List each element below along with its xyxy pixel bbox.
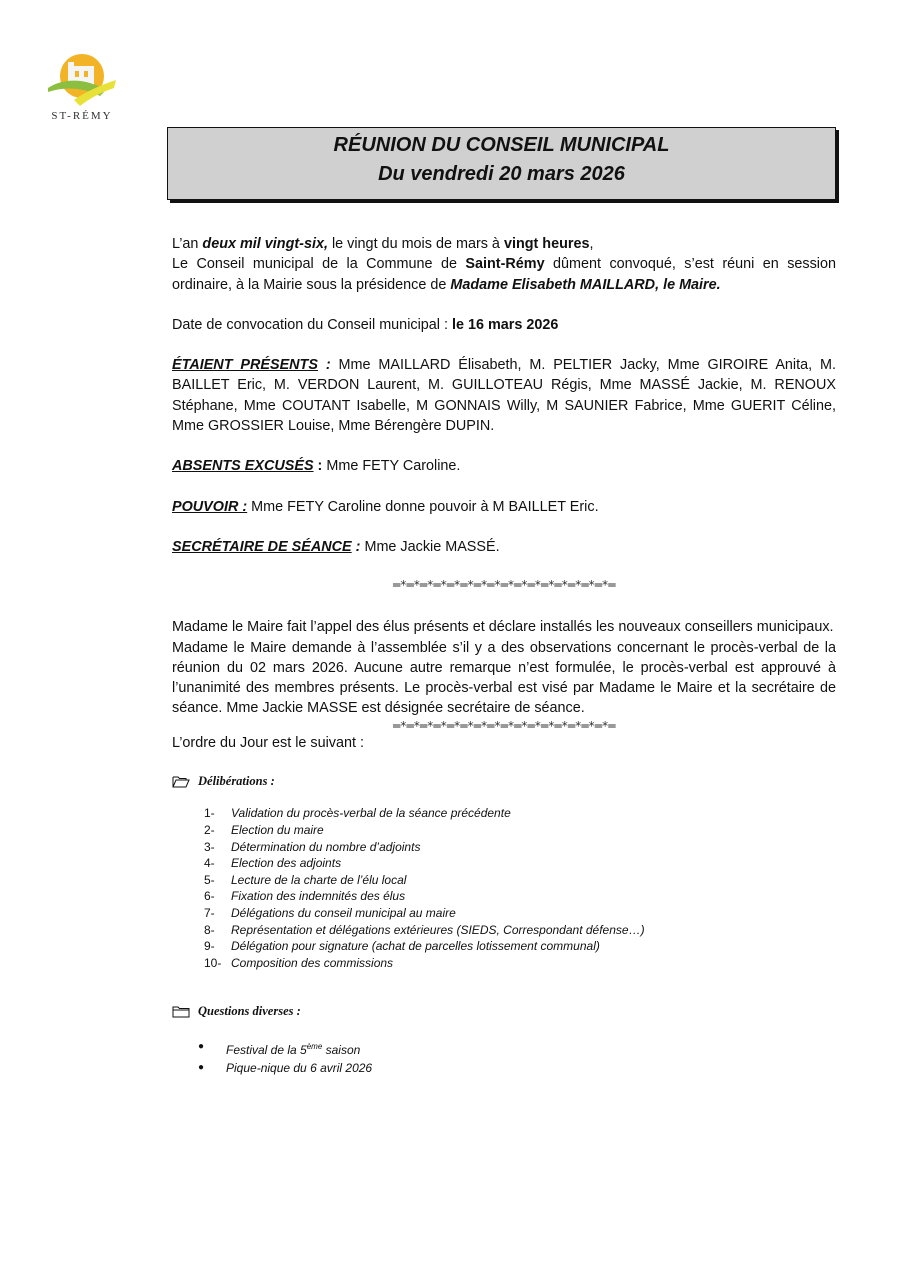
agenda-item-text: Fixation des indemnités des élus [231,889,406,904]
title-line-1: RÉUNION DU CONSEIL MUNICIPAL [333,134,670,156]
agenda-item-text: Délégations du conseil municipal au maire [231,905,456,920]
agenda-item-number: 1- [204,806,215,821]
agenda-item [204,938,836,955]
agenda-item-text: Détermination du nombre d’adjoints [231,839,421,854]
logo-emblem [44,50,120,110]
body-paragraph-1: Madame le Maire fait l’appel des élus présents et déclare installés les nouveaux conseillers municipaux. [172,619,834,636]
question-item-2: ● Pique-nique du 6 avril 2026 [172,1059,836,1077]
agenda-list [172,805,836,971]
body-paragraph-2: Madame le Maire demande à l’assemblée s’il y a des observations concernant le procès-verbal de la réunion du 02 mars 2026. Aucune autre remarque n’est formulée, le procès-verbal est approuvé à l’unanimité des membres présents. Le procès-verbal est visé par Madame le Maire et la secrétaire de séance. Mme Jackie MASSE est désignée secrétaire de séance. [172,639,836,717]
ordre-du-jour: L’ordre du Jour est le suivant : [172,734,364,751]
convocation-line: Date de convocation du Conseil municipal : le 16 mars 2026 [172,316,559,333]
agenda-item-number: 7- [204,905,215,920]
questions-list [172,1038,836,1077]
agenda-item-text: Validation du procès-verbal de la séance précédente [231,806,511,821]
agenda-item [204,839,836,856]
agenda-item-text: Délégation pour signature (achat de parcelles lotissement communal) [231,939,600,954]
agenda-item [204,805,836,822]
agenda-item-number: 9- [204,939,215,954]
document-body [172,234,836,1077]
title-line-2: Du vendredi 20 mars 2026 [378,163,625,185]
agenda-item [204,872,836,889]
agenda-item [204,888,836,905]
separator-1: ═*═*═*═*═*═*═*═*═*═*═*═*═*═*═*═*═ [393,578,615,593]
agenda-item-number: 8- [204,922,215,937]
agenda-item [204,922,836,939]
agenda-item-number: 6- [204,889,215,904]
questions-heading [172,1001,836,1021]
agenda-item [204,955,836,972]
agenda-item-number: 10- [204,955,222,970]
folder-icon [172,1005,190,1018]
pouvoir-line: POUVOIR : Mme FETY Caroline donne pouvoir à M BAILLET Eric. [172,498,599,515]
question-item-1: ● Festival de la 5ème saison [172,1038,836,1059]
secretaire-line: SECRÉTAIRE DE SÉANCE : Mme Jackie MASSÉ. [172,538,500,555]
agenda-item [204,855,836,872]
deliberations-heading-label: Délibérations : [198,774,275,789]
agenda-item-number: 3- [204,839,215,854]
agenda-item-number: 4- [204,856,215,871]
logo-text: ST-RÉMY [51,110,113,122]
absents-line: ABSENTS EXCUSÉS : Mme FETY Caroline. [172,458,461,475]
agenda-item-number: 5- [204,872,215,887]
bullet-icon: ● [198,1040,205,1052]
separator-2: ═*═*═*═*═*═*═*═*═*═*═*═*═*═*═*═*═ [393,718,615,733]
deliberations-heading [172,771,836,791]
agenda-item [204,905,836,922]
logo [44,50,120,128]
agenda-item [204,822,836,839]
intro-paragraph-2: Le Conseil municipal de la Commune de Saint-Rémy dûment convoqué, s’est réuni en session ordinaire, à la Mairie sous la présidence de Madame Elisabeth MAILLARD, le Maire. [172,256,836,293]
questions-heading-label: Questions diverses : [198,1004,301,1019]
intro-paragraph-1: L’an deux mil vingt-six, le vingt du mois de mars à vingt heures, [172,236,594,252]
agenda-item-text: Lecture de la charte de l’élu local [231,872,407,887]
bullet-icon: ● [198,1061,205,1073]
folder-open-icon [172,775,190,788]
title-box [167,127,836,200]
agenda-item-number: 2- [204,822,215,837]
agenda-item-text: Election des adjoints [231,856,342,871]
agenda-item-text: Composition des commissions [231,955,394,970]
presents-paragraph: ÉTAIENT PRÉSENTS : Mme MAILLARD Élisabeth, M. PELTIER Jacky, Mme GIROIRE Anita, M. BAILLET Eric, M. VERDON Laurent, M. GUILLOTEAU Régis, Mme MASSÉ Jackie, M. RENOUX Stéphane, Mme COUTANT Isabelle, M GONNAIS Willy, M SAUNIER Fabrice, Mme GUERIT Céline, Mme GROSSIER Louise, Mme Bérengère DUPIN. [172,357,836,435]
agenda-item-text: Election du maire [231,822,324,837]
agenda-item-text: Représentation et délégations extérieures (SIEDS, Correspondant défense…) [231,922,645,937]
